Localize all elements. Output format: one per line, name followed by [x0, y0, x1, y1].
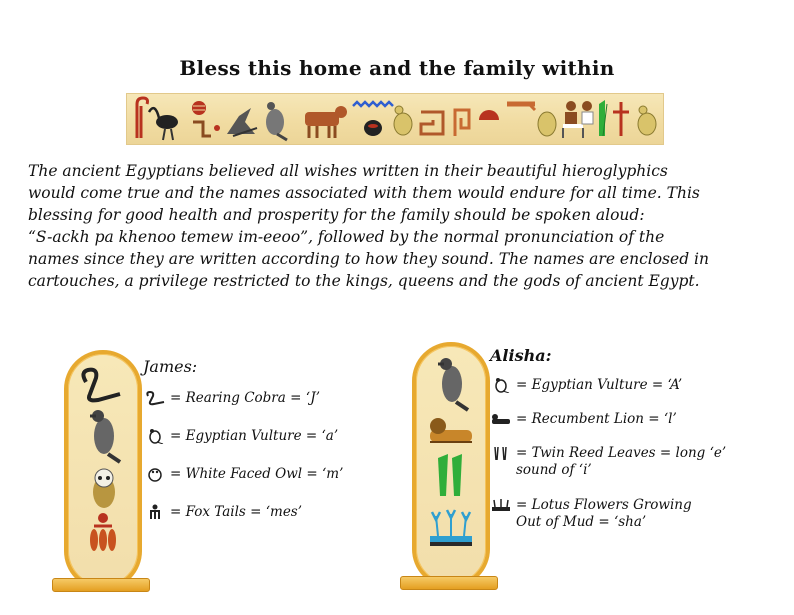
- foot-hieroglyph: [193, 122, 220, 136]
- egyptian-vulture-icon: [90, 410, 120, 462]
- legend-row: [490, 497, 726, 531]
- reed-hieroglyph: [137, 98, 148, 138]
- legend-text: = Fox Tails = ‘mes’: [170, 504, 303, 520]
- alisha-legend: [490, 377, 726, 531]
- egyptian-vulture-icon: [490, 377, 512, 393]
- recumbent-lion-icon: [430, 418, 472, 442]
- egyptian-vulture-icon: [438, 358, 468, 410]
- intro-line: “S-ackh pa khenoo temew im-eeoo”, followed by the normal pronunciation of the: [28, 228, 665, 246]
- recumbent-lion-icon: [490, 411, 512, 427]
- intro-line: names since they are written according to how they sound. The names are enclosed in: [28, 250, 709, 268]
- legend-text: = Egyptian Vulture = ‘a’: [170, 428, 339, 444]
- legend-text: = Rearing Cobra = ‘J’: [170, 390, 321, 406]
- legend-text: = Recumbent Lion = ‘l’: [516, 411, 677, 427]
- hieroglyph-banner: [126, 93, 664, 145]
- alisha-cartouche-base: [400, 576, 498, 590]
- legend-row: [490, 411, 726, 445]
- page-title: Bless this home and the family within: [179, 56, 615, 80]
- white-faced-owl-icon: [93, 469, 115, 508]
- lotus-flowers-icon: [430, 510, 472, 546]
- wick-hieroglyph: [455, 110, 469, 136]
- legend-text-continued: sound of ‘i’: [516, 462, 592, 478]
- legend-text: = Twin Reed Leaves = long ‘e’: [516, 445, 727, 461]
- pot-hieroglyph: [364, 120, 382, 136]
- legend-row: [144, 390, 343, 428]
- white-faced-owl-icon: [144, 466, 166, 482]
- swallow-hieroglyph: [638, 106, 656, 135]
- alisha-name: Alisha:: [490, 346, 552, 365]
- ibis-hieroglyph: [149, 108, 178, 140]
- legend-row: [490, 377, 726, 411]
- legend-row: [490, 445, 726, 497]
- legend-text-continued: Out of Mud = ‘sha’: [516, 514, 647, 530]
- intro-line: would come true and the names associated with them would endure for all time. This: [28, 184, 700, 202]
- fox-tails-icon: [90, 513, 116, 551]
- james-legend: [144, 390, 343, 542]
- owl-hieroglyph: [538, 112, 556, 136]
- fox-tails-icon: [144, 504, 166, 520]
- house-hieroglyph: [421, 112, 443, 134]
- legend-text: = Egyptian Vulture = ‘A’: [516, 377, 683, 393]
- intro-line: The ancient Egyptians believed all wishes written in their beautiful hieroglyphics: [28, 162, 668, 180]
- twin-reed-leaves-icon: [438, 454, 462, 496]
- quail-hieroglyph: [394, 106, 412, 135]
- legend-row: [144, 466, 343, 504]
- bull-hieroglyph: [305, 106, 347, 138]
- legend-row: [144, 504, 343, 542]
- intro-line: cartouches, a privilege restricted to the kings, queens and the gods of ancient Egypt.: [28, 272, 700, 290]
- legend-text: = White Faced Owl = ‘m’: [170, 466, 344, 482]
- egyptian-vulture-icon: [144, 428, 166, 444]
- vulture-hieroglyph: [266, 102, 287, 140]
- rearing-cobra-icon: [144, 390, 166, 406]
- cross-hieroglyph: [613, 102, 629, 136]
- intro-paragraph: [28, 160, 774, 292]
- lotus-flowers-icon: [490, 497, 512, 513]
- placenta-hieroglyph: [192, 101, 206, 115]
- alisha-cartouche: [412, 342, 490, 588]
- seated-man-hieroglyph: [563, 101, 593, 138]
- twin-reed-leaves-icon: [490, 445, 512, 461]
- arm-hieroglyph: [507, 104, 535, 110]
- legend-row: [144, 428, 343, 466]
- papyrus-hieroglyph: [599, 100, 607, 136]
- intro-line: blessing for good health and prosperity for the family should be spoken aloud:: [28, 206, 645, 224]
- water-hieroglyph: [353, 102, 393, 106]
- james-name: James:: [143, 357, 198, 376]
- bread-hieroglyph: [479, 110, 499, 120]
- james-cartouche: [64, 350, 142, 590]
- legend-text: = Lotus Flowers Growing: [516, 497, 692, 513]
- rearing-cobra-icon: [83, 370, 120, 401]
- duck-hieroglyph: [227, 108, 257, 136]
- james-cartouche-base: [52, 578, 150, 592]
